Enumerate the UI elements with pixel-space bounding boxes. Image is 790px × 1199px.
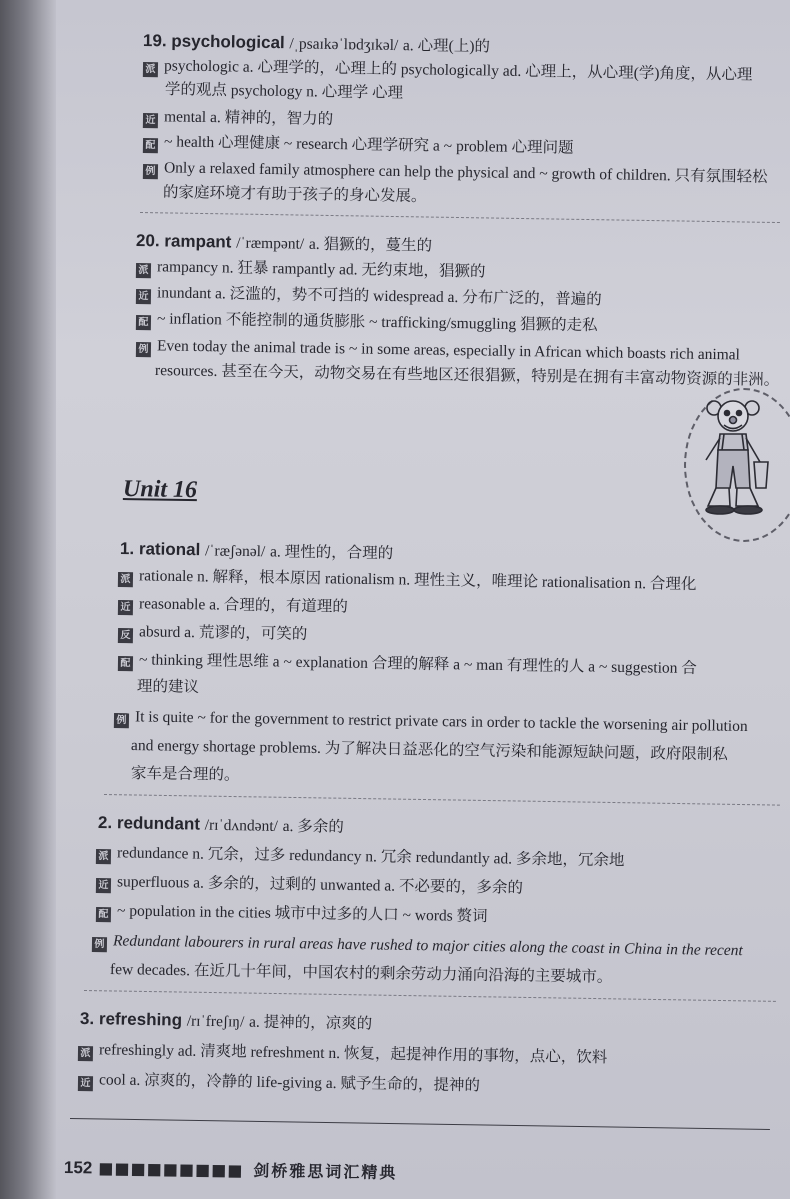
collocation-text: ~ inflation 不能控制的通货膨胀 ~ trafficking/smuggling 猖獗的走私 xyxy=(156,310,598,335)
derivation-text: rationale n. 解释，根本原因 rationalism n. 理性主义，唯理论 rationalisation n. 合理化 xyxy=(138,567,697,594)
collocation-line xyxy=(136,309,598,337)
synonym-text: mental a. 精神的，智力的 xyxy=(163,108,334,128)
footer-rule xyxy=(70,1118,770,1130)
headword: 19. psychological xyxy=(142,31,285,53)
book-title: 剑桥雅思词汇精典 xyxy=(253,1160,398,1183)
synonym-line xyxy=(118,594,348,619)
derivation-marker-icon: 派 xyxy=(96,849,111,864)
example-continued: resources. 甚至在今天，动物交易在有些地区还很猖獗，特别是在拥有丰富动物资源的非洲。 xyxy=(154,362,780,389)
example-marker-icon: 例 xyxy=(114,713,129,728)
derivation-line xyxy=(136,257,486,283)
example-continued: 家车是合理的。 xyxy=(130,765,240,784)
example-marker-icon: 例 xyxy=(143,164,158,179)
derivation-marker-icon: 派 xyxy=(118,572,133,587)
derivation-marker-icon: 派 xyxy=(136,263,151,278)
synonym-marker-icon: 近 xyxy=(143,113,158,128)
definition: a. 提神的，凉爽的 xyxy=(248,1013,373,1033)
collocation-marker-icon: 配 xyxy=(118,656,133,671)
derivation-marker-icon: 派 xyxy=(143,62,158,77)
example-text: Even today the animal trade is ~ in some areas, especially in African which boasts rich animal xyxy=(156,337,741,364)
collocation-marker-icon: 配 xyxy=(96,907,111,922)
derivation-marker-icon: 派 xyxy=(78,1046,93,1061)
example-continued: and energy shortage problems. 为了解决日益恶化的空气污染和能源短缺问题，政府限制私 xyxy=(130,737,728,764)
collocation-text: ~ population in the cities 城市中过多的人口 ~ words 赘词 xyxy=(116,902,488,926)
pronunciation: /ˈræʃənəl/ xyxy=(204,542,266,561)
collocation-line xyxy=(96,901,488,928)
synonym-line xyxy=(143,107,333,131)
synonym-marker-icon: 近 xyxy=(96,878,111,893)
entry-divider xyxy=(84,990,776,1002)
pronunciation: /rɪˈfreʃɪŋ/ xyxy=(186,1012,245,1031)
definition: a. 多余的 xyxy=(282,817,344,836)
collocation-line xyxy=(143,132,574,160)
derivation-text: redundance n. 冗余，过多 redundancy n. 冗余 redundantly ad. 多余地，冗余地 xyxy=(116,844,625,870)
example-marker-icon: 例 xyxy=(136,342,151,357)
headword-line xyxy=(136,230,432,258)
synonym-marker-icon: 近 xyxy=(136,289,151,304)
pronunciation: /rɪˈdʌndənt/ xyxy=(204,816,279,835)
synonym-text: inundant a. 泛滥的，势不可挡的 widespread a. 分布广泛的，普遍的 xyxy=(156,284,602,309)
definition: a. 心理(上)的 xyxy=(402,37,491,56)
synonym-text: superfluous a. 多余的，过剩的 unwanted a. 不必要的，多余的 xyxy=(116,873,524,897)
synonym-text: cool a. 凉爽的，冷静的 life-giving a. 赋予生命的，提神的 xyxy=(98,1071,481,1095)
example-continued: 的家庭环境才有助于孩子的身心发展。 xyxy=(162,184,427,206)
derivation-line xyxy=(118,566,697,596)
page-number: 152 xyxy=(63,1158,93,1178)
footer-block-ornament-icon: ■■■■■■■■■ xyxy=(98,1158,244,1180)
antonym-marker-icon: 反 xyxy=(118,628,133,643)
synonym-marker-icon: 近 xyxy=(78,1076,93,1091)
pronunciation: /ˈræmpənt/ xyxy=(236,234,305,253)
example-marker-icon: 例 xyxy=(92,937,107,952)
page-footer xyxy=(64,1155,398,1183)
derivation-text: rampancy n. 狂暴 rampantly ad. 无约束地，猖獗的 xyxy=(156,258,486,281)
definition: a. 猖獗的，蔓生的 xyxy=(308,235,433,255)
collocation-text: ~ thinking 理性思维 a ~ explanation 合理的解释 a ~ man 有理性的人 a ~ suggestion 合 xyxy=(138,651,697,678)
derivation-line xyxy=(78,1040,608,1069)
synonym-line xyxy=(96,872,523,900)
collocation-marker-icon: 配 xyxy=(136,315,151,330)
example-continued: few decades. 在近几十年间，中国农村的剩余劳动力涌向沿海的主要城市。 xyxy=(109,961,613,986)
example-line xyxy=(114,707,748,738)
headword: 1. rational xyxy=(119,539,201,560)
headword: 20. rampant xyxy=(135,231,232,252)
collocation-marker-icon: 配 xyxy=(143,138,158,153)
synonym-line xyxy=(78,1070,480,1097)
headword: 2. redundant xyxy=(97,813,201,834)
collocation-text: ~ health 心理健康 ~ research 心理学研究 a ~ problem 心理问题 xyxy=(163,133,574,157)
collocation-continued: 理的建议 xyxy=(136,678,200,696)
headword: 3. refreshing xyxy=(79,1009,183,1030)
derivation-continued: 学的观点 psychology n. 心理学 心理 xyxy=(164,81,404,102)
unit-title: Unit 16 xyxy=(122,476,198,504)
entry-divider xyxy=(140,212,780,223)
derivation-text: refreshingly ad. 清爽地 refreshment n. 恢复，起提神作用的事物，点心，饮料 xyxy=(98,1041,608,1067)
example-text: Redundant labourers in rural areas have rushed to major cities along the coast in China in the recent xyxy=(112,932,743,960)
clown-illustration-icon xyxy=(696,388,786,528)
derivation-line xyxy=(96,843,625,872)
pronunciation: /ˌpsaɪkəˈlɒdʒɪkəl/ xyxy=(289,35,399,55)
antonym-text: absurd a. 荒谬的，可笑的 xyxy=(138,623,308,643)
example-line xyxy=(92,931,743,962)
antonym-line xyxy=(118,622,308,646)
derivation-text: psychologic a. 心理学的，心理上的 psychologically ad. 心理上，从心理(学)角度，从心理 xyxy=(163,57,753,84)
example-text: It is quite ~ for the government to restrict private cars in order to tackle the worsening air pollution xyxy=(134,708,748,735)
entry-divider xyxy=(104,794,780,806)
synonym-text: reasonable a. 合理的，有道理的 xyxy=(138,595,348,616)
example-text: Only a relaxed family atmosphere can help the physical and ~ growth of children. 只有氛围轻松 xyxy=(163,159,768,186)
definition: a. 理性的，合理的 xyxy=(269,543,394,563)
synonym-marker-icon: 近 xyxy=(118,600,133,615)
headword-line xyxy=(120,538,394,565)
synonym-line xyxy=(136,283,602,311)
collocation-line xyxy=(118,650,697,680)
headword-line xyxy=(98,812,344,839)
headword-line xyxy=(80,1008,373,1036)
headword-line xyxy=(143,30,490,58)
